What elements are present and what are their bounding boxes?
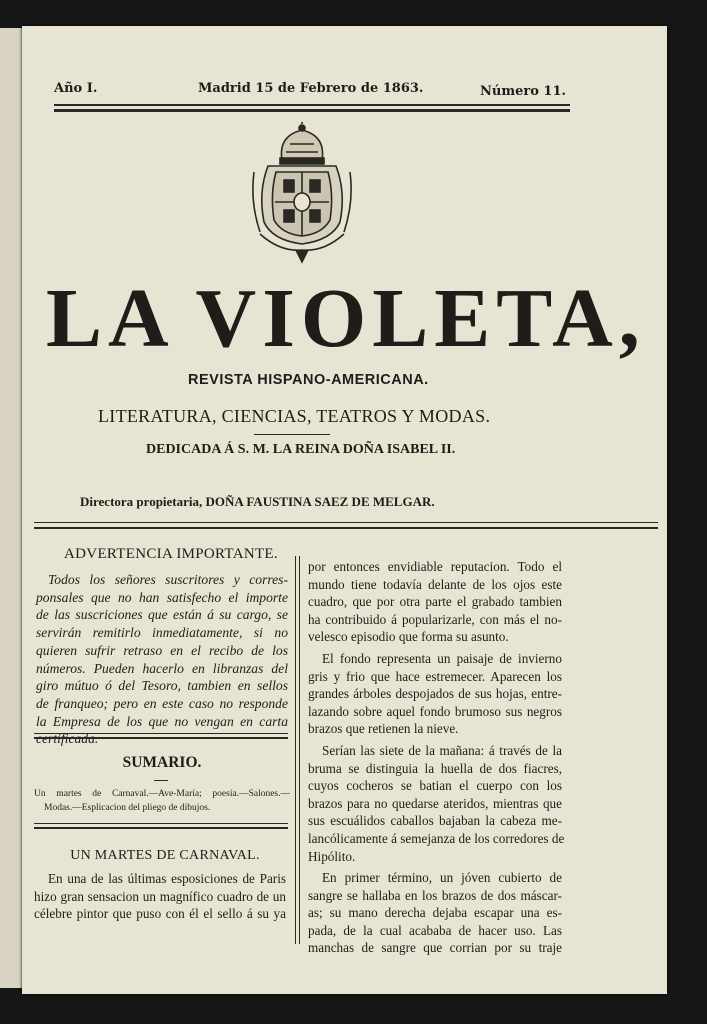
topics-line: LITERATURA, CIENCIAS, TEATROS Y MODAS.: [98, 406, 491, 426]
article-line: pada, de la cual acababa de hacer uso. Las: [308, 922, 562, 938]
article-line: as; su mano derecha dejaba escapar una es-: [308, 905, 562, 921]
masthead-rule-top: [34, 522, 658, 523]
article-line: En una de las últimas esposiciones de Paris: [48, 871, 286, 886]
article-line: lazando sobre aquel fondo brumoso sus negros: [308, 703, 562, 719]
article-line: bruma se distinguia la huella de dos fiacres,: [308, 760, 562, 776]
advertencia-heading: ADVERTENCIA IMPORTANTE.: [64, 546, 278, 562]
short-rule: [254, 434, 330, 435]
article-line: sangre se hallaba en los brazos de dos máscar-: [308, 887, 562, 903]
advertencia-line: números. Pueden hacerlo en libranzas del: [36, 660, 288, 676]
article-line: El fondo representa un paisaje de invierno: [322, 650, 562, 666]
sumario-section: [34, 754, 290, 815]
section-rule: [34, 733, 288, 734]
masthead-rule-bottom: [34, 527, 658, 529]
article-heading: UN MARTES DE CARNAVAL.: [70, 848, 260, 863]
article-line: por entonces envidiable reputacion. Todo el: [308, 559, 562, 574]
newspaper-title: LA VIOLETA,: [46, 272, 646, 365]
sumario-heading: SUMARIO.: [122, 754, 202, 771]
advertencia-line: Todos los señores suscritores y corres-: [48, 572, 288, 587]
sumario-rule-thick: [34, 827, 288, 829]
column-divider-second: [299, 556, 300, 944]
header-rule-thick: [54, 109, 570, 112]
article-line: lancólicamente á semejanza de los corredores de: [308, 830, 565, 846]
issue-number: Número 11.: [480, 84, 567, 99]
article-line: hizo gran sensacion un magnífico cuadro de un: [34, 888, 286, 904]
article-line: cuyos cocheros se batian el cuerpo con los: [308, 778, 562, 794]
coat-of-arms-icon: [250, 122, 354, 264]
article-line: célebre pintor que puso con él el sello á su ya: [34, 906, 286, 922]
director-label: Directora propietaria,: [80, 494, 203, 509]
article-line: Serían las siete de la mañana: á través de la: [322, 742, 562, 758]
sumario-rule: [34, 823, 288, 824]
article-line: grandes árboles despojados de sus hojas, entre-: [308, 686, 562, 702]
article-left-body: [34, 870, 286, 923]
director-name: DOÑA FAUSTINA SAEZ DE MELGAR.: [205, 494, 435, 509]
director-line: [80, 494, 435, 510]
advertencia-line: la Empresa de los que no vengan en carta: [36, 713, 288, 729]
dedication-line: DEDICADA Á S. M. LA REINA DOÑA ISABEL II.: [146, 442, 456, 457]
sumario-line: Un martes de Carnaval.—Ave-María; poesía.—Salones.—: [34, 789, 290, 799]
article-line: mundo tiene todavía delante de los ojos este: [308, 576, 562, 592]
article-line: brazos para no quedarse ateridos, mientras que: [308, 795, 562, 811]
sumario-dash: [154, 780, 168, 781]
left-column: [36, 546, 288, 748]
advertencia-line: giro mútuo ó del Tesoro, tambien en sellos: [36, 678, 288, 694]
article-line: En primer término, un jóven cubierto de: [322, 870, 562, 886]
article-line: sus escuálidos caballos bajaban la cabeza me-: [308, 813, 562, 829]
issue-year: Año I.: [54, 81, 98, 96]
column-divider: [295, 556, 296, 944]
section-rule-thick: [34, 737, 288, 739]
issue-date: Madrid 15 de Febrero de 1863.: [198, 81, 424, 96]
article-line: gris y frio que hace estremecer. Aparecen los: [308, 668, 562, 684]
advertencia-line: de franqueo; pero en este caso no responde: [36, 695, 288, 711]
advertencia-line: quieren sufrir retraso en el recibo de los: [36, 642, 288, 658]
article-line: manchas de sangre que corrian por su traje: [308, 940, 562, 956]
advertencia-line: ponsales que no han satisfecho el importe: [36, 589, 288, 605]
advertencia-line: servirán remitirlo inmediatamente, si no: [36, 625, 288, 641]
newspaper-page: [22, 26, 667, 994]
article-line: ha contribuido á popularizarle, con más el no-: [308, 611, 562, 627]
article-line: cuadro, que por otra parte el grabado tambien: [308, 594, 562, 610]
subtitle: REVISTA HISPANO-AMERICANA.: [188, 372, 429, 388]
article-line: velesco episodio que forma su asunto.: [308, 629, 509, 645]
advertencia-line: de las suscriciones que están á su cargo, se: [36, 607, 288, 623]
advertencia-body: [36, 571, 288, 748]
article-right: [308, 558, 565, 957]
article-left: [34, 848, 286, 923]
header-rule: [54, 104, 570, 106]
article-line: brazos que retienen la nieve.: [308, 721, 459, 737]
article-line: Hipólito.: [308, 848, 356, 864]
sumario-line: Modas.—Esplicacion del pliego de dibujos.: [44, 803, 211, 813]
